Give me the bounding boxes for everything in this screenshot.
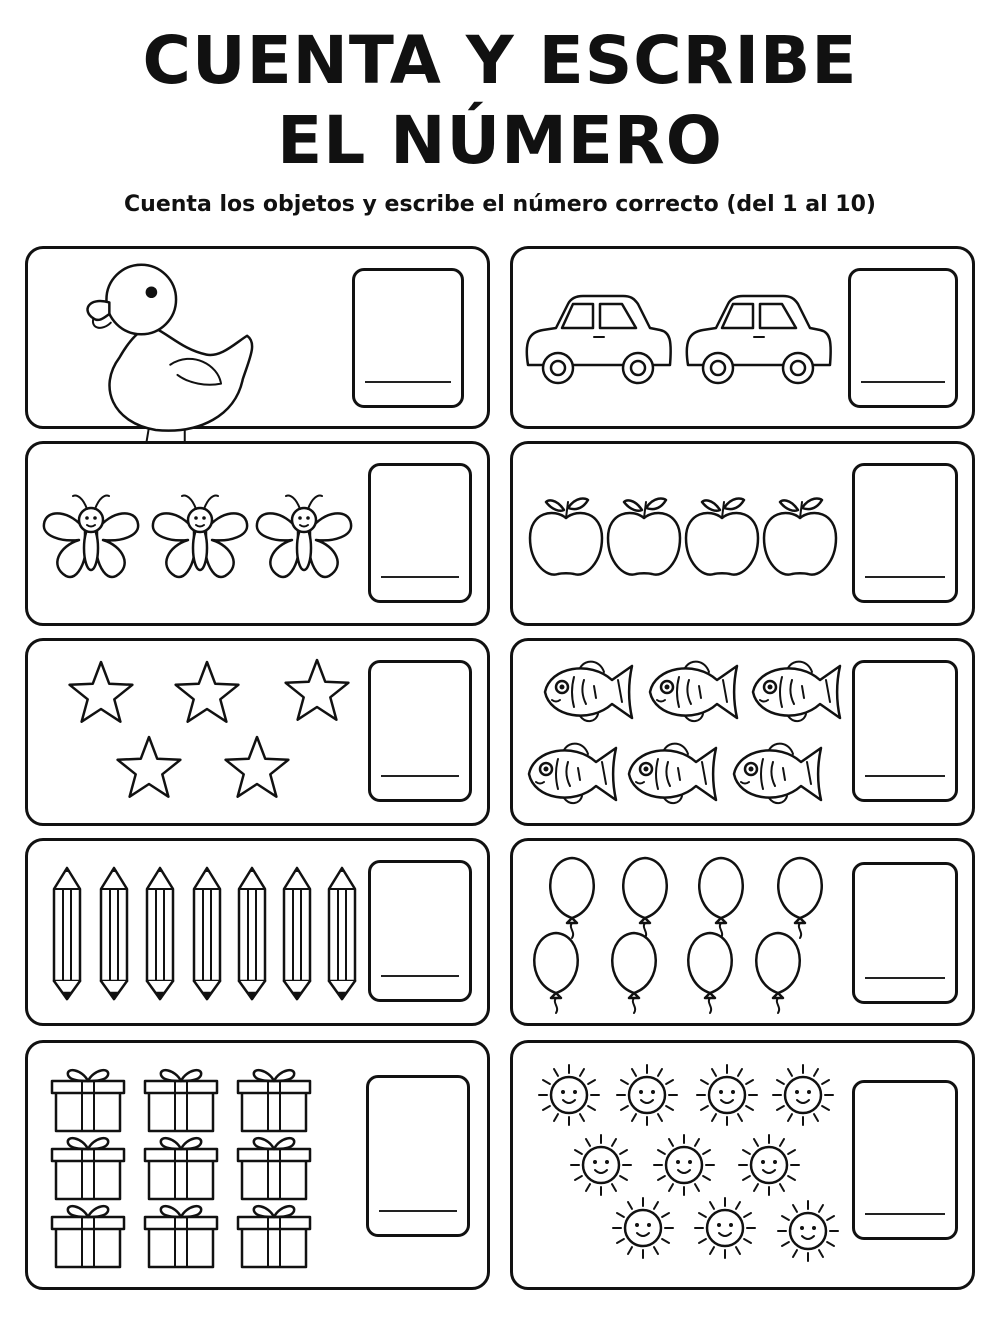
exercise-card bbox=[510, 441, 975, 626]
apple-icon bbox=[608, 498, 680, 574]
pencil-icon bbox=[284, 868, 310, 999]
fish-icon bbox=[545, 662, 632, 721]
answer-write-line bbox=[365, 381, 451, 383]
answer-write-line bbox=[865, 977, 945, 979]
exercise-card bbox=[25, 441, 490, 626]
answer-write-line bbox=[861, 381, 945, 383]
answer-box[interactable] bbox=[852, 463, 958, 603]
exercise-card bbox=[510, 838, 975, 1026]
exercise-card bbox=[510, 246, 975, 429]
sun-icon bbox=[617, 1065, 677, 1125]
balloon-icon bbox=[699, 858, 743, 938]
fish-icon bbox=[629, 744, 716, 803]
duck-icon bbox=[88, 265, 253, 448]
car-icon bbox=[527, 296, 671, 383]
sun-icon bbox=[613, 1198, 673, 1258]
star-icon bbox=[226, 737, 289, 797]
pencil-icon bbox=[147, 868, 173, 999]
sun-icon bbox=[773, 1065, 833, 1125]
exercise-card bbox=[510, 638, 975, 826]
sun-icon bbox=[778, 1201, 838, 1261]
pencil-icon bbox=[101, 868, 127, 999]
balloon-icon bbox=[534, 933, 578, 1013]
answer-box[interactable] bbox=[368, 660, 472, 802]
star-icon bbox=[176, 662, 239, 722]
fish-icon bbox=[650, 662, 737, 721]
balloon-icon bbox=[612, 933, 656, 1013]
answer-box[interactable] bbox=[852, 862, 958, 1004]
pencil-icon bbox=[329, 868, 355, 999]
gift-icon bbox=[52, 1206, 124, 1267]
exercise-card bbox=[25, 838, 490, 1026]
exercise-card bbox=[25, 638, 490, 826]
star-icon bbox=[118, 737, 181, 797]
gift-icon bbox=[52, 1070, 124, 1131]
page-title-line-2: EL NÚMERO bbox=[277, 102, 723, 179]
answer-write-line bbox=[865, 775, 945, 777]
answer-box[interactable] bbox=[852, 1080, 958, 1240]
sun-icon bbox=[571, 1135, 631, 1195]
gift-icon bbox=[145, 1138, 217, 1199]
answer-write-line bbox=[381, 576, 459, 578]
gift-icon bbox=[238, 1070, 310, 1131]
pencil-icon bbox=[54, 868, 80, 999]
fish-icon bbox=[734, 744, 821, 803]
sun-icon bbox=[695, 1198, 755, 1258]
pencil-icon bbox=[239, 868, 265, 999]
answer-box[interactable] bbox=[368, 463, 472, 603]
answer-write-line bbox=[381, 775, 459, 777]
apple-icon bbox=[530, 498, 602, 574]
balloon-icon bbox=[550, 858, 594, 938]
apple-icon bbox=[686, 498, 758, 574]
gift-icon bbox=[238, 1138, 310, 1199]
page-title-line-1: CUENTA Y ESCRIBE bbox=[142, 22, 858, 99]
instructions: Cuenta los objetos y escribe el número correcto (del 1 al 10) bbox=[124, 192, 876, 217]
gift-icon bbox=[238, 1206, 310, 1267]
fish-icon bbox=[753, 662, 840, 721]
balloon-icon bbox=[623, 858, 667, 938]
star-icon bbox=[286, 660, 349, 720]
pencil-icon bbox=[194, 868, 220, 999]
balloon-icon bbox=[756, 933, 800, 1013]
answer-write-line bbox=[865, 576, 945, 578]
star-icon bbox=[70, 662, 133, 722]
butterfly-icon bbox=[153, 496, 247, 577]
sun-icon bbox=[697, 1065, 757, 1125]
butterfly-icon bbox=[44, 496, 138, 577]
answer-write-line bbox=[865, 1213, 945, 1215]
answer-box[interactable] bbox=[848, 268, 958, 408]
car-icon bbox=[687, 296, 831, 383]
answer-write-line bbox=[381, 975, 459, 977]
gift-icon bbox=[52, 1138, 124, 1199]
balloon-icon bbox=[688, 933, 732, 1013]
fish-icon bbox=[529, 744, 616, 803]
answer-box[interactable] bbox=[852, 660, 958, 802]
gift-icon bbox=[145, 1206, 217, 1267]
gift-icon bbox=[145, 1070, 217, 1131]
butterfly-icon bbox=[257, 496, 351, 577]
exercise-card bbox=[25, 1040, 490, 1290]
answer-box[interactable] bbox=[368, 860, 472, 1002]
sun-icon bbox=[539, 1065, 599, 1125]
exercise-card bbox=[25, 246, 490, 429]
answer-box[interactable] bbox=[352, 268, 464, 408]
answer-write-line bbox=[379, 1210, 457, 1212]
sun-icon bbox=[654, 1135, 714, 1195]
exercise-card bbox=[510, 1040, 975, 1290]
sun-icon bbox=[739, 1135, 799, 1195]
balloon-icon bbox=[778, 858, 822, 938]
answer-box[interactable] bbox=[366, 1075, 470, 1237]
apple-icon bbox=[764, 498, 836, 574]
